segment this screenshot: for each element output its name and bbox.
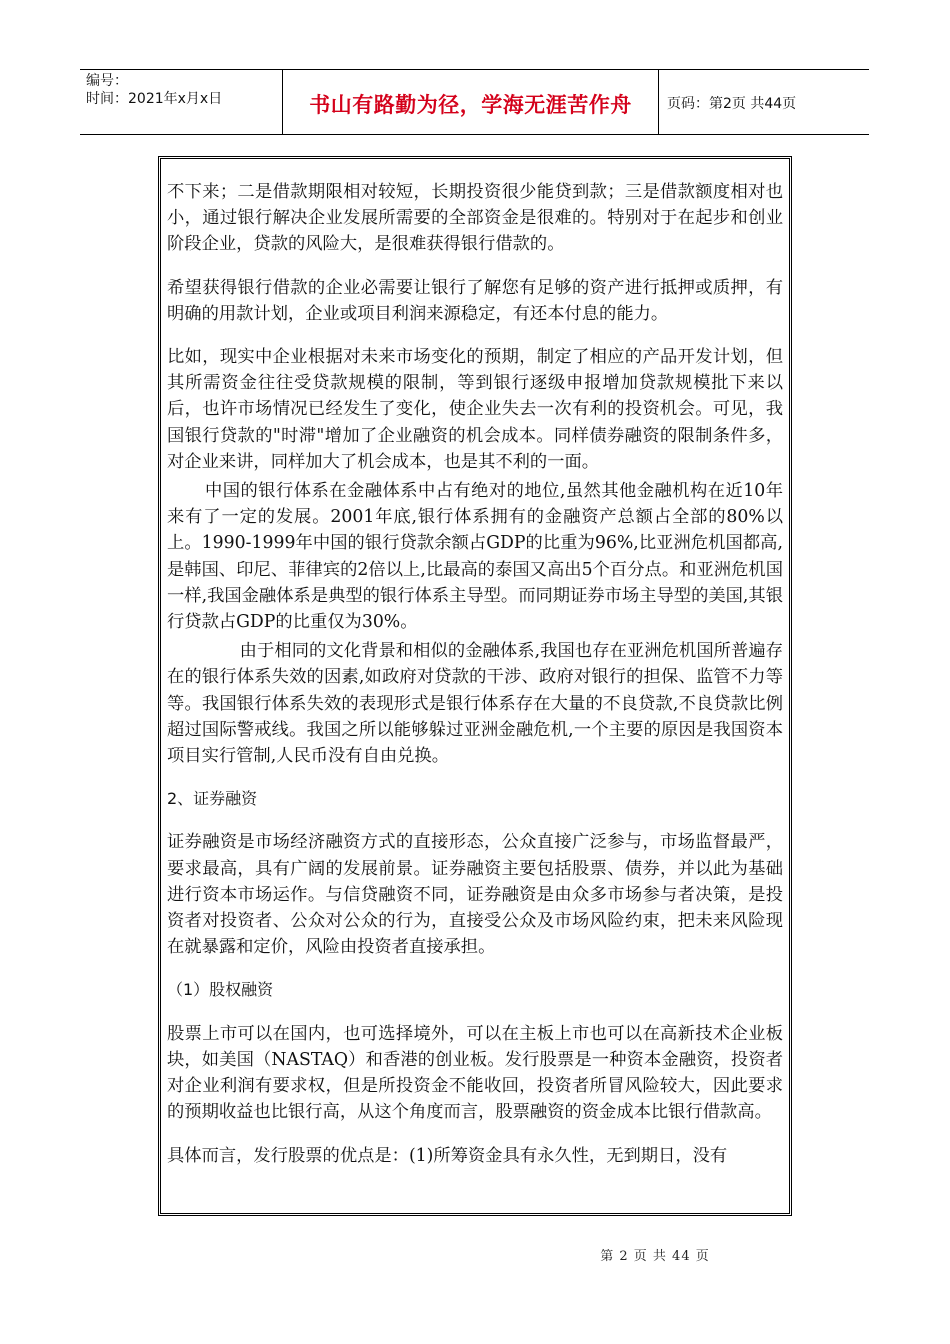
header-motto-cell bbox=[283, 70, 659, 134]
footer-page-number: 第 2 页 共 44 页 bbox=[600, 1249, 710, 1264]
content-frame bbox=[158, 156, 792, 1216]
page-footer bbox=[0, 1245, 950, 1264]
section-heading-equity: （1）股权融资 bbox=[167, 980, 274, 1000]
document-time-label: 时间：2021年x月x日 bbox=[86, 91, 223, 107]
header-page-info-cell bbox=[659, 70, 869, 134]
page-header bbox=[80, 69, 869, 135]
paragraph-stock-listing: 股票上市可以在国内，也可选择境外，可以在主板上市也可以在高新技术企业板块，如美国（NASTAQ）和香港的创业板。发行股票是一种资本金融资，投资者对企业利润有要求权，但是所投资金不能收回，投资者所冒风险较大，因此要求的预期收益也比银行高，从这个角度而言，股票融资的资金成本比银行借款高。 bbox=[167, 1023, 783, 1123]
header-motto: 书山有路勤为径，学海无涯苦作舟 bbox=[309, 93, 632, 117]
paragraph-banking-failure: 由于相同的文化背景和相似的金融体系,我国也存在亚洲危机国所普遍存在的银行体系失效的因素,如政府对贷款的干涉、政府对银行的担保、监管不力等等。我国银行体系失效的表现形式是银行体系存在大量的不良贷款,不良贷款比例超过国际警戒线。我国之所以能够躲过亚洲金融危机,一个主要的原因是我国资本项目实行管制,人民币没有自由兑换。 bbox=[167, 641, 783, 767]
paragraph-securities-financing: 证券融资是市场经济融资方式的直接形态，公众直接广泛参与，市场监督最严，要求最高，具有广阔的发展前景。证券融资主要包括股票、债券，并以此为基础进行资本市场运作。与信贷融资不同，证券融资是由众多市场参与者决策，是投资者对投资者、公众对公众的行为，直接受公众及市场风险约束，把未来风险现在就暴露和定价，风险由投资者直接承担。 bbox=[167, 832, 783, 958]
paragraph-loan-requirements: 希望获得银行借款的企业必需要让银行了解您有足够的资产进行抵押或质押，有明确的用款计划，企业或项目利润来源稳定，有还本付息的能力。 bbox=[167, 277, 783, 324]
section-heading-securities: 2、证券融资 bbox=[167, 789, 258, 809]
paragraph-loan-limits: 不下来；二是借款期限相对较短，长期投资很少能贷到款；三是借款额度相对也小，通过银行解决企业发展所需要的全部资金是很难的。特别对于在起步和创业阶段企业，贷款的风险大，是很难获得银行借款的。 bbox=[167, 182, 783, 255]
document-number-label: 编号： bbox=[86, 73, 128, 89]
paragraph-opportunity-cost: 比如，现实中企业根据对未来市场变化的预期，制定了相应的产品开发计划，但其所需资金往往受贷款规模的限制，等到银行逐级申报增加贷款规模批下来以后，也许市场情况已经发生了变化，使企业失去一次有利的投资机会。可见，我国银行贷款的"时滞"增加了企业融资的机会成本。同样债券融资的限制条件多，对企业来讲，同样加大了机会成本，也是其不利的一面。 bbox=[167, 347, 783, 472]
paragraph-stock-advantages: 具体而言，发行股票的优点是：(1)所筹资金具有永久性，无到期日，没有 bbox=[167, 1145, 728, 1166]
paragraph-banking-system: 中国的银行体系在金融体系中占有绝对的地位,虽然其他金融机构在近10年来有了一定的发展。2001年底,银行体系拥有的金融资产总额占全部的80%以上。1990-1999年中国的银行贷款余额占GDP的比重为96%,比亚洲危机国都高,是韩国、印尼、菲律宾的2倍以上,比最高的泰国又高出5个百分点。和亚洲危机国一样,我国金融体系是典型的银行体系主导型。而同期证券市场主导型的美国,其银行贷款占GDP的比重仅为30%。 bbox=[167, 481, 783, 633]
header-page-info: 页码：第2页 共44页 bbox=[667, 96, 797, 112]
document-body bbox=[167, 179, 783, 1169]
header-meta bbox=[80, 70, 283, 134]
